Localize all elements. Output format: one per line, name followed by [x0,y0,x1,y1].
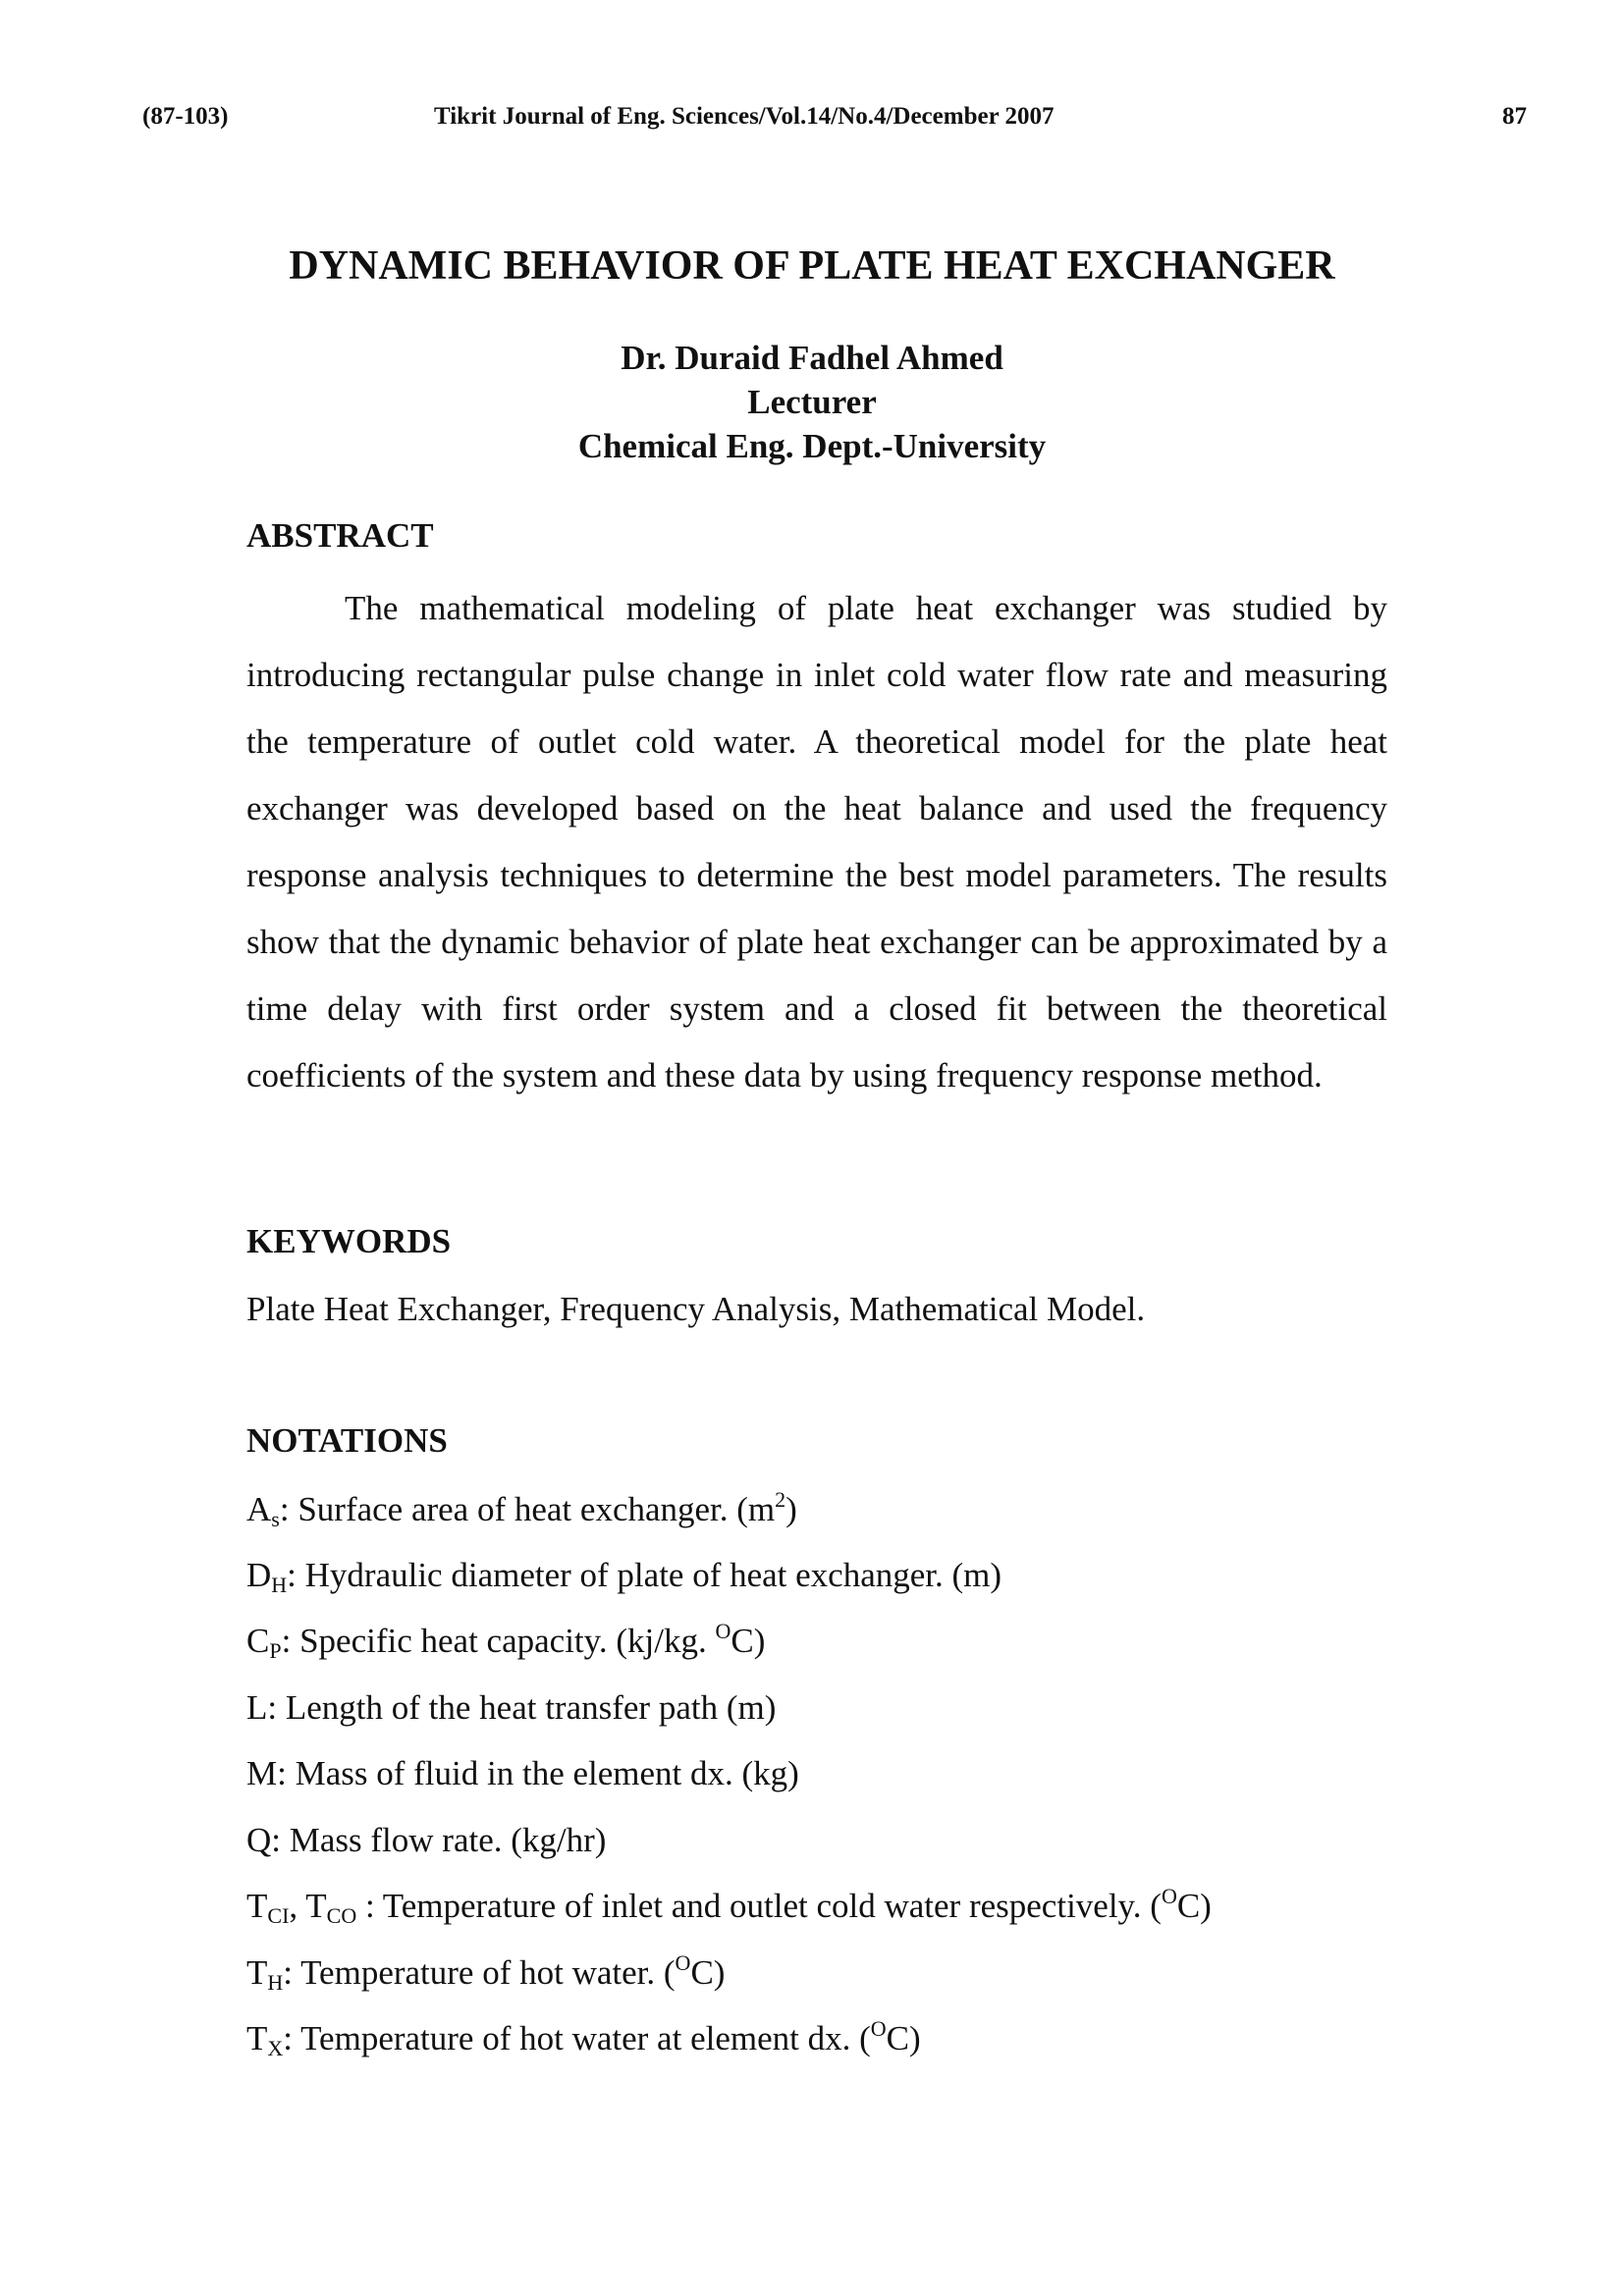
paper-title: DYNAMIC BEHAVIOR OF PLATE HEAT EXCHANGER [289,243,1335,289]
author-affiliation: Chemical Eng. Dept.-University [577,427,1047,465]
notation-item: $D_H$: Hydraulic diameter of plate of heat exchanger. (m) [246,1556,1002,1597]
notation-item: $A_s$: Surface area of heat exchanger. $(m^2)$ [246,1487,797,1531]
notation-item: $C_P$: Specific heat capacity. (kj/kg. $^O$C) [246,1619,766,1663]
page-number: 87 [1502,103,1527,130]
journal-header: Tikrit Journal of Eng. Sciences/Vol.14/No.4/December 2007 [434,103,1055,130]
notations-heading: NOTATIONS [246,1421,448,1460]
notation-item: M: Mass of fluid in the element dx. (kg) [246,1754,799,1792]
notation-item: $T_H$: Temperature of hot water. ($^O$C) [246,1950,726,1995]
abstract-heading: ABSTRACT [246,516,434,555]
abstract-body [246,575,1387,1109]
notation-item: $T_{CI}$, $T_{CO}$ : Temperature of inlet and outlet cold water respectively. ($^O$C) [246,1884,1212,1928]
abstract-text: The mathematical modeling of plate heat exchanger was studied by introducing rectangular pulse change in inlet cold water flow rate and measuring the temperature of outlet cold water. A theoretical model for the plate heat exchanger was developed based on the heat balance and used the frequency response analysis techniques to determine the best model parameters. The results show that the dynamic behavior of plate heat exchanger can be approximated by a time delay with first order system and a closed fit between the theoretical coefficients of the system and these data by using frequency response method. [246,589,1387,1095]
notation-item: Q: Mass flow rate. (kg/hr) [246,1821,607,1859]
author-position: Lecturer [747,383,877,421]
page-range: (87-103) [142,103,229,130]
author-block [0,336,1624,468]
author-name: Dr. Duraid Fadhel Ahmed [621,339,1003,377]
keywords-heading: KEYWORDS [246,1222,452,1260]
keywords-text: Plate Heat Exchanger, Frequency Analysis, Mathematical Model. [246,1290,1146,1328]
notation-item: $T_X$: Temperature of hot water at element dx. ($^O$C) [246,2016,921,2060]
notation-item: L: Length of the heat transfer path (m) [246,1688,777,1727]
